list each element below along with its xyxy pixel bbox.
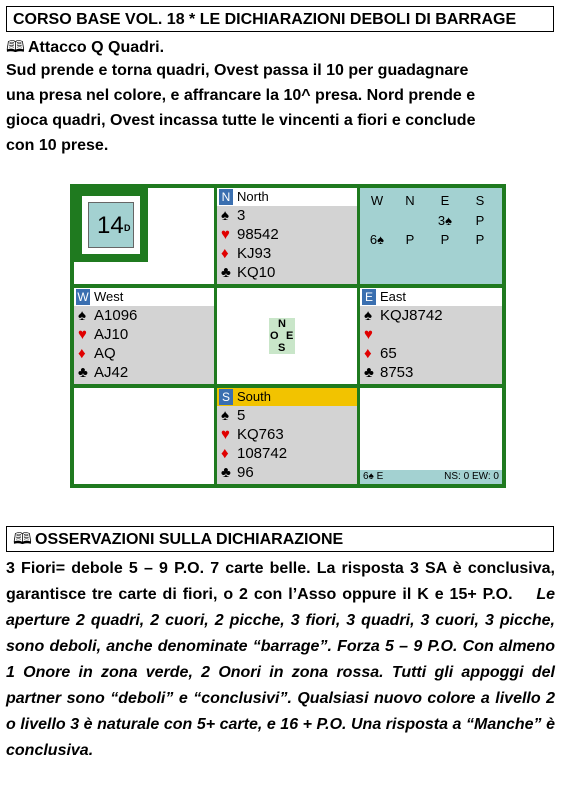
- compass-n: N: [278, 318, 286, 330]
- bidding-header: [360, 193, 502, 209]
- north-spades-cards: 3: [237, 207, 246, 224]
- west-clubs-cards: AJ42: [94, 364, 129, 381]
- bid: P: [475, 213, 485, 228]
- south-hearts: [217, 425, 357, 444]
- compass-s: S: [278, 342, 286, 354]
- heart-icon: ♥: [221, 226, 230, 243]
- obs-italic-text: Le aperture 2 quadri, 2 cuori, 2 picche, 3 fiori, 3 quadri, 3 cuori, 3 picche, sono deboli, anche denominate “barrage”. Forza 5 – 9 P.O. Con almeno 1 Onore in zona verde, 2 Onori in zona rossa. Tutti gli appoggi del partner sono “deboli” e “conclusivi”. Qualsiasi nuovo colore a livello 2 o livello 3 è naturale con 5+ carte, e 16 + P.O. Una risposta a “Manche” è conclusiva.: [6, 586, 556, 759]
- north-diamonds: [217, 244, 357, 263]
- south-diamonds: [217, 444, 357, 463]
- board-number: 14: [97, 212, 124, 239]
- obs-normal-text: 3 Fiori= debole 5 – 9 P.O. 7 carte belle. La risposta 3 SA è conclusiva, garantisce tre carte di fiori, o 2 con l’Asso oppure il K e 15+ P.O.: [6, 560, 555, 603]
- north-spades: [217, 206, 357, 225]
- west-title: [74, 288, 214, 306]
- club-icon: ♣: [78, 364, 88, 381]
- east-title: [360, 288, 502, 306]
- north-tag: N: [219, 189, 233, 205]
- east-spades: [360, 306, 502, 325]
- west-spades: [74, 306, 214, 325]
- south-title: [217, 388, 357, 406]
- north-hand: [217, 188, 357, 284]
- north-hearts-cards: 98542: [237, 226, 279, 243]
- diamond-icon: ♦: [221, 245, 229, 262]
- club-icon: ♣: [221, 264, 231, 281]
- spade-icon: ♠: [221, 207, 229, 224]
- contract-cell: [360, 388, 502, 484]
- bidding-row-1: [360, 213, 502, 229]
- compass-e: E: [286, 330, 294, 342]
- bid: P: [440, 232, 450, 247]
- book-icon: 🕮: [13, 531, 32, 548]
- heart-icon: ♥: [78, 326, 87, 343]
- south-hearts-cards: KQ763: [237, 426, 284, 443]
- south-hand: [217, 388, 357, 484]
- north-clubs: [217, 263, 357, 282]
- table-center: [217, 288, 357, 384]
- header-title: CORSO BASE VOL. 18 * LE DICHIARAZIONI DEBOLI DI BARRAGE: [13, 11, 517, 28]
- west-diamonds-cards: AQ: [94, 345, 116, 362]
- bid: P: [405, 232, 415, 247]
- diamond-icon: ♦: [364, 345, 372, 362]
- bid-header-n: N: [405, 193, 415, 208]
- intro-line-4: con 10 prese.: [6, 137, 109, 154]
- west-tag: W: [77, 290, 89, 304]
- section-header: [6, 526, 554, 552]
- section-title: OSSERVAZIONI SULLA DICHIARAZIONE: [35, 531, 344, 548]
- bidding-row-2: [360, 232, 502, 248]
- intro-line-1: Sud prende e torna quadri, Ovest passa il 10 per guadagnare: [6, 62, 469, 79]
- heart-icon: ♥: [364, 326, 373, 343]
- east-diamonds-cards: 65: [380, 345, 397, 362]
- bid: P: [475, 232, 485, 247]
- west-hand: [74, 288, 214, 384]
- south-name: South: [237, 389, 271, 404]
- south-clubs-cards: 96: [237, 464, 254, 481]
- north-hearts: [217, 225, 357, 244]
- bid-header-w: W: [370, 193, 384, 208]
- east-spades-cards: KQJ8742: [380, 307, 443, 324]
- contract: 6♠ E: [363, 471, 384, 482]
- west-clubs: [74, 363, 214, 382]
- bid: 6♠: [369, 232, 385, 247]
- contract-bar: [360, 470, 502, 484]
- south-clubs: [217, 463, 357, 482]
- empty-cell: [74, 388, 214, 484]
- score: NS: 0 EW: 0: [444, 471, 499, 482]
- bridge-board: [70, 184, 506, 488]
- north-diamonds-cards: KJ93: [237, 245, 272, 262]
- book-icon: 🕮: [6, 39, 25, 56]
- east-diamonds: [360, 344, 502, 363]
- observations-paragraph: [6, 556, 555, 764]
- north-title: [217, 188, 357, 206]
- diamond-icon: ♦: [221, 445, 229, 462]
- south-spades-cards: 5: [237, 407, 246, 424]
- west-name: West: [94, 289, 124, 304]
- east-hearts: [360, 325, 502, 344]
- north-name: North: [237, 189, 269, 204]
- west-diamonds: [74, 344, 214, 363]
- spade-icon: ♠: [78, 307, 86, 324]
- intro-line-3: gioca quadri, Ovest incassa tutte le vincenti a fiori e conclude: [6, 112, 476, 129]
- bidding-box: [360, 188, 502, 284]
- north-clubs-cards: KQ10: [237, 264, 276, 281]
- compass-icon: [269, 318, 295, 354]
- spade-icon: ♠: [221, 407, 229, 424]
- east-clubs: [360, 363, 502, 382]
- east-name: East: [380, 289, 407, 304]
- bid: 3♠: [437, 213, 453, 228]
- spade-icon: ♠: [364, 307, 372, 324]
- compass-o: O: [270, 330, 279, 342]
- club-icon: ♣: [364, 364, 374, 381]
- south-diamonds-cards: 108742: [237, 445, 288, 462]
- east-tag: E: [362, 289, 376, 305]
- dealer-mark: D: [124, 223, 131, 233]
- east-clubs-cards: 8753: [380, 364, 414, 381]
- south-spades: [217, 406, 357, 425]
- page-header: [6, 6, 554, 32]
- bid-header-s: S: [475, 193, 485, 208]
- diamond-icon: ♦: [78, 345, 86, 362]
- south-tag: S: [219, 389, 233, 405]
- west-spades-cards: A1096: [94, 307, 138, 324]
- club-icon: ♣: [221, 464, 231, 481]
- intro-line-2: una presa nel colore, e affrancare la 10^ presa. Nord prende e: [6, 87, 476, 104]
- board-number-cell: [74, 188, 214, 284]
- west-hearts-cards: AJ10: [94, 326, 129, 343]
- heart-icon: ♥: [221, 426, 230, 443]
- west-hearts: [74, 325, 214, 344]
- east-hand: [360, 288, 502, 384]
- lead-line: [6, 36, 164, 63]
- bid-header-e: E: [440, 193, 450, 208]
- lead-text: Attacco Q Quadri.: [28, 39, 165, 56]
